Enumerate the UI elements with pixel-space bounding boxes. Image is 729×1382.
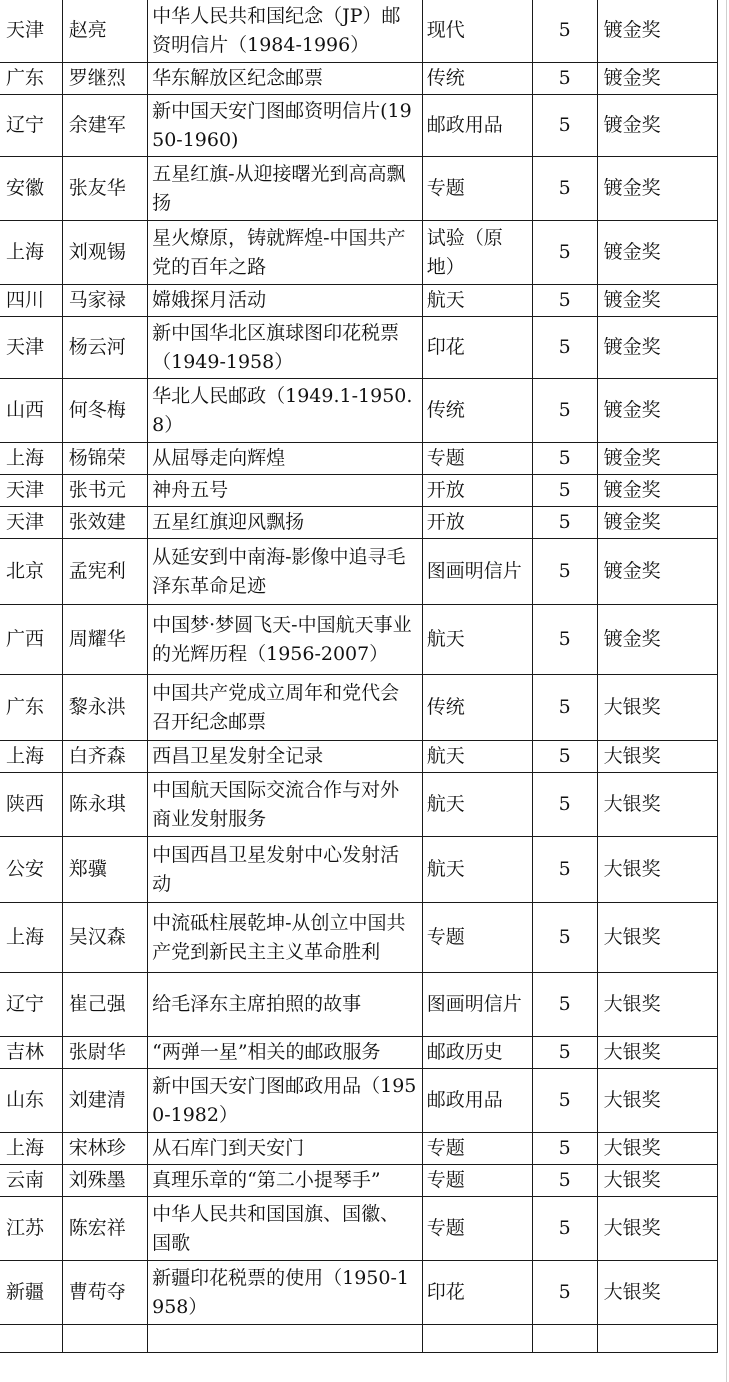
province-cell: 公安 — [0, 837, 62, 903]
exhibit-title-cell-empty — [148, 1325, 423, 1353]
category-cell: 图画明信片 — [422, 973, 532, 1037]
spreadsheet-gridline — [726, 0, 727, 1382]
category-cell: 试验（原地） — [422, 221, 532, 285]
score-cell: 5 — [532, 95, 597, 157]
table-row — [0, 773, 718, 837]
name-cell: 陈永琪 — [62, 773, 147, 837]
category-cell: 印花 — [422, 1261, 532, 1325]
table-row — [0, 1261, 718, 1325]
exhibit-title-cell: 新疆印花税票的使用（1950-1958） — [148, 1261, 423, 1325]
exhibit-title-cell: 新中国天安门图邮资明信片(1950-1960) — [148, 95, 423, 157]
table-row — [0, 1037, 718, 1069]
award-cell: 大银奖 — [597, 741, 717, 773]
score-cell: 5 — [532, 605, 597, 675]
name-cell: 余建军 — [62, 95, 147, 157]
category-cell: 专题 — [422, 903, 532, 973]
score-cell: 5 — [532, 285, 597, 317]
province-cell: 上海 — [0, 221, 62, 285]
province-cell: 云南 — [0, 1165, 62, 1197]
exhibit-title-cell: 西昌卫星发射全记录 — [148, 741, 423, 773]
score-cell: 5 — [532, 1197, 597, 1261]
category-cell: 专题 — [422, 1165, 532, 1197]
category-cell: 邮政用品 — [422, 1069, 532, 1133]
category-cell: 航天 — [422, 837, 532, 903]
award-cell: 镀金奖 — [597, 157, 717, 221]
category-cell: 开放 — [422, 507, 532, 539]
award-cell: 大银奖 — [597, 675, 717, 741]
table-row — [0, 741, 718, 773]
award-cell: 镀金奖 — [597, 317, 717, 379]
award-cell: 镀金奖 — [597, 539, 717, 605]
province-cell: 山东 — [0, 1069, 62, 1133]
award-cell: 镀金奖 — [597, 379, 717, 443]
province-cell: 广东 — [0, 675, 62, 741]
table-row — [0, 539, 718, 605]
table-row — [0, 95, 718, 157]
category-cell: 航天 — [422, 285, 532, 317]
exhibit-title-cell: 中国西昌卫星发射中心发射活动 — [148, 837, 423, 903]
score-cell: 5 — [532, 773, 597, 837]
name-cell: 马家禄 — [62, 285, 147, 317]
award-cell: 镀金奖 — [597, 475, 717, 507]
province-cell: 上海 — [0, 903, 62, 973]
name-cell: 张书元 — [62, 475, 147, 507]
award-cell: 镀金奖 — [597, 0, 717, 63]
name-cell: 杨锦荣 — [62, 443, 147, 475]
exhibit-title-cell: 真理乐章的“第二小提琴手” — [148, 1165, 423, 1197]
table-row — [0, 285, 718, 317]
score-cell: 5 — [532, 1069, 597, 1133]
name-cell: 宋林珍 — [62, 1133, 147, 1165]
category-cell: 开放 — [422, 475, 532, 507]
exhibit-title-cell: 从屈辱走向辉煌 — [148, 443, 423, 475]
province-cell: 北京 — [0, 539, 62, 605]
table-row — [0, 1069, 718, 1133]
name-cell: 刘观锡 — [62, 221, 147, 285]
score-cell: 5 — [532, 475, 597, 507]
exhibit-title-cell: 中华人民共和国国旗、国徽、国歌 — [148, 1197, 423, 1261]
name-cell: 郑骥 — [62, 837, 147, 903]
table-row — [0, 475, 718, 507]
score-cell: 5 — [532, 973, 597, 1037]
province-cell: 新疆 — [0, 1261, 62, 1325]
name-cell: 何冬梅 — [62, 379, 147, 443]
exhibit-title-cell: 中华人民共和国纪念（JP）邮资明信片（1984-1996） — [148, 0, 423, 63]
name-cell: 黎永洪 — [62, 675, 147, 741]
table-row — [0, 157, 718, 221]
table-row — [0, 1133, 718, 1165]
name-cell: 赵亮 — [62, 0, 147, 63]
score-cell: 5 — [532, 221, 597, 285]
name-cell: 罗继烈 — [62, 63, 147, 95]
table-row — [0, 1197, 718, 1261]
award-cell: 镀金奖 — [597, 443, 717, 475]
award-cell-empty — [597, 1325, 717, 1353]
province-cell: 陕西 — [0, 773, 62, 837]
award-cell: 大银奖 — [597, 837, 717, 903]
score-cell-empty — [532, 1325, 597, 1353]
table-row — [0, 507, 718, 539]
province-cell: 辽宁 — [0, 95, 62, 157]
category-cell: 专题 — [422, 443, 532, 475]
award-cell: 镀金奖 — [597, 605, 717, 675]
exhibit-title-cell: 中国梦·梦圆飞天-中国航天事业的光辉历程（1956-2007） — [148, 605, 423, 675]
province-cell: 天津 — [0, 507, 62, 539]
exhibit-title-cell: 星火燎原，铸就辉煌-中国共产党的百年之路 — [148, 221, 423, 285]
award-cell: 大银奖 — [597, 1133, 717, 1165]
exhibit-title-cell: 中流砥柱展乾坤-从创立中国共产党到新民主主义革命胜利 — [148, 903, 423, 973]
table-row — [0, 903, 718, 973]
award-cell: 大银奖 — [597, 1037, 717, 1069]
table-row — [0, 1165, 718, 1197]
exhibit-title-cell: 华东解放区纪念邮票 — [148, 63, 423, 95]
category-cell: 航天 — [422, 773, 532, 837]
table-row — [0, 221, 718, 285]
name-cell: 陈宏祥 — [62, 1197, 147, 1261]
award-cell: 大银奖 — [597, 1165, 717, 1197]
name-cell: 孟宪利 — [62, 539, 147, 605]
table-row — [0, 443, 718, 475]
category-cell: 传统 — [422, 63, 532, 95]
score-cell: 5 — [532, 741, 597, 773]
category-cell: 专题 — [422, 1197, 532, 1261]
category-cell: 专题 — [422, 1133, 532, 1165]
award-cell: 大银奖 — [597, 773, 717, 837]
category-cell: 现代 — [422, 0, 532, 63]
exhibit-title-cell: 新中国华北区旗球图印花税票（1949-1958） — [148, 317, 423, 379]
name-cell: 崔己强 — [62, 973, 147, 1037]
exhibit-title-cell: 神舟五号 — [148, 475, 423, 507]
province-cell: 天津 — [0, 317, 62, 379]
score-cell: 5 — [532, 0, 597, 63]
exhibit-title-cell: 华北人民邮政（1949.1-1950.8） — [148, 379, 423, 443]
category-cell: 传统 — [422, 675, 532, 741]
score-cell: 5 — [532, 1165, 597, 1197]
score-cell: 5 — [532, 1037, 597, 1069]
name-cell: 刘建清 — [62, 1069, 147, 1133]
award-cell: 镀金奖 — [597, 507, 717, 539]
province-cell: 安徽 — [0, 157, 62, 221]
name-cell: 刘殊墨 — [62, 1165, 147, 1197]
name-cell: 杨云河 — [62, 317, 147, 379]
province-cell: 四川 — [0, 285, 62, 317]
award-cell: 镀金奖 — [597, 63, 717, 95]
exhibit-title-cell: 新中国天安门图邮政用品（1950-1982） — [148, 1069, 423, 1133]
category-cell-empty — [422, 1325, 532, 1353]
category-cell: 印花 — [422, 317, 532, 379]
province-cell: 上海 — [0, 741, 62, 773]
score-cell: 5 — [532, 539, 597, 605]
province-cell: 辽宁 — [0, 973, 62, 1037]
category-cell: 图画明信片 — [422, 539, 532, 605]
score-cell: 5 — [532, 317, 597, 379]
table-row — [0, 317, 718, 379]
award-cell: 大银奖 — [597, 973, 717, 1037]
name-cell: 白齐森 — [62, 741, 147, 773]
category-cell: 邮政用品 — [422, 95, 532, 157]
province-cell: 吉林 — [0, 1037, 62, 1069]
name-cell: 吴汉森 — [62, 903, 147, 973]
exhibit-title-cell: 从延安到中南海-影像中追寻毛泽东革命足迹 — [148, 539, 423, 605]
exhibit-title-cell: 中国航天国际交流合作与对外商业发射服务 — [148, 773, 423, 837]
table-row — [0, 973, 718, 1037]
table-row — [0, 0, 718, 63]
score-cell: 5 — [532, 1261, 597, 1325]
exhibit-title-cell: 五星红旗迎风飘扬 — [148, 507, 423, 539]
table-row — [0, 605, 718, 675]
name-cell: 张效建 — [62, 507, 147, 539]
name-cell: 曹苟夺 — [62, 1261, 147, 1325]
award-cell: 镀金奖 — [597, 221, 717, 285]
exhibit-title-cell: “两弹一星”相关的邮政服务 — [148, 1037, 423, 1069]
name-cell: 周耀华 — [62, 605, 147, 675]
exhibit-title-cell: 中国共产党成立周年和党代会召开纪念邮票 — [148, 675, 423, 741]
score-cell: 5 — [532, 1133, 597, 1165]
exhibit-title-cell: 嫦娥探月活动 — [148, 285, 423, 317]
category-cell: 专题 — [422, 157, 532, 221]
table-row — [0, 837, 718, 903]
table-row-partial — [0, 1325, 718, 1353]
score-cell: 5 — [532, 675, 597, 741]
exhibit-title-cell: 给毛泽东主席拍照的故事 — [148, 973, 423, 1037]
name-cell: 张友华 — [62, 157, 147, 221]
award-cell: 镀金奖 — [597, 285, 717, 317]
award-cell: 大银奖 — [597, 1069, 717, 1133]
province-cell: 天津 — [0, 0, 62, 63]
score-cell: 5 — [532, 837, 597, 903]
award-cell: 大银奖 — [597, 1261, 717, 1325]
province-cell-empty — [0, 1325, 62, 1353]
category-cell: 传统 — [422, 379, 532, 443]
score-cell: 5 — [532, 507, 597, 539]
province-cell: 山西 — [0, 379, 62, 443]
exhibit-title-cell: 从石库门到天安门 — [148, 1133, 423, 1165]
table-row — [0, 379, 718, 443]
province-cell: 天津 — [0, 475, 62, 507]
score-cell: 5 — [532, 443, 597, 475]
table-row — [0, 675, 718, 741]
province-cell: 江苏 — [0, 1197, 62, 1261]
award-cell: 大银奖 — [597, 903, 717, 973]
province-cell: 上海 — [0, 443, 62, 475]
exhibit-title-cell: 五星红旗-从迎接曙光到高高飘扬 — [148, 157, 423, 221]
name-cell-empty — [62, 1325, 147, 1353]
province-cell: 广东 — [0, 63, 62, 95]
award-cell: 镀金奖 — [597, 95, 717, 157]
score-cell: 5 — [532, 903, 597, 973]
category-cell: 邮政历史 — [422, 1037, 532, 1069]
province-cell: 广西 — [0, 605, 62, 675]
table-row — [0, 63, 718, 95]
score-cell: 5 — [532, 63, 597, 95]
score-cell: 5 — [532, 157, 597, 221]
name-cell: 张尉华 — [62, 1037, 147, 1069]
score-cell: 5 — [532, 379, 597, 443]
category-cell: 航天 — [422, 741, 532, 773]
award-cell: 大银奖 — [597, 1197, 717, 1261]
province-cell: 上海 — [0, 1133, 62, 1165]
category-cell: 航天 — [422, 605, 532, 675]
